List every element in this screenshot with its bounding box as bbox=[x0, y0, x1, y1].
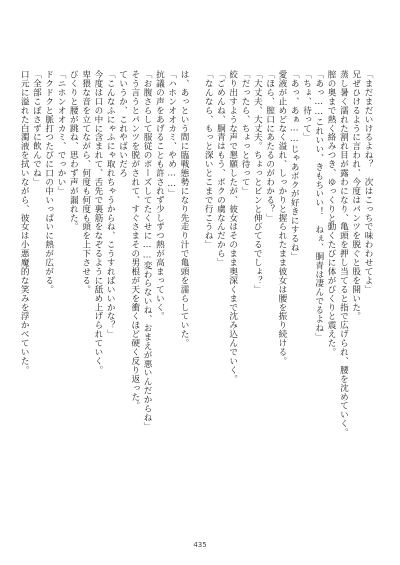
paragraph: 「ハホンオオカミ、やめ……」 bbox=[166, 70, 177, 199]
paragraph: びくりと腰が跳ね、思わず声が漏れた。 bbox=[68, 70, 79, 232]
paragraph: 口元に溢れた白濁液を拭いながら、彼女は小悪魔的な笑みを浮かべていた。 bbox=[19, 70, 30, 375]
text-column-left bbox=[19, 70, 190, 515]
paragraph: 膣の奥まで熱く絡みつき、ゆっくりと動くたびに体がびくりと震えた。 bbox=[326, 70, 337, 357]
text-column-right bbox=[203, 70, 374, 515]
paragraph: 「あっ……これいい、きもちいい！ ねぇ、胴青は凄んでるよね」 bbox=[313, 70, 324, 342]
paragraph: そう言うとパンツを脱がされて、すぐさまその男根が天を衝くほど硬く反り返った。 bbox=[129, 70, 140, 411]
paragraph: 「大丈夫、大丈夫。ちょっとビンと伸びてるでしょ？」 bbox=[252, 70, 263, 294]
paragraph: ていうか、これやばいだろ bbox=[117, 70, 128, 178]
paragraph: 「こんなふにゃふにゃ取れちゃうからね、こうすればいいかな？」 bbox=[105, 70, 116, 339]
paragraph: 絞り出すような声で懇願したが、彼女はそのまま奥深くまで沈み込んでいく。 bbox=[227, 70, 238, 384]
paragraph: 今度は口の中に含まれて、舌先で裏筋をなぞるように舐め上げられていく。 bbox=[92, 70, 103, 375]
paragraph: 兄ぜひけるように言われ、今度はパンツを脱ぐと股を開いた。 bbox=[350, 70, 361, 321]
paragraph: 「なんなら、もっと深いとこまで行こうね」 bbox=[203, 70, 214, 249]
paragraph: 卑猥な音を立てながら、何度も何度も頭を上下させる。 bbox=[80, 70, 91, 294]
paragraph: 「ちょ、待って」 bbox=[301, 70, 312, 142]
paragraph: 「ニホンオオカミ、でっかい」 bbox=[56, 70, 67, 196]
paragraph: 「全部こぼさずに飲んでね」 bbox=[31, 70, 42, 187]
paragraph: 蒸し暑く濡れた割れ目が露わになり、亀頭を押し当てると指で広げられ、腰を沈めていく。 bbox=[338, 70, 349, 437]
paragraph: 「ほら、膣口にあたるのがわかる？」 bbox=[264, 70, 275, 223]
paragraph: 「だったら、ちょっと待って」 bbox=[240, 70, 251, 196]
paragraph: 愛液が止めどなく溢れ、しっかりと握られたまま彼女は腰を振り続ける。 bbox=[276, 70, 287, 366]
paragraph: 抗議の声をあげることも許されず少しずつ熱が高まっていく。 bbox=[154, 70, 165, 321]
page-number: 435 bbox=[193, 541, 207, 549]
paragraph: ドクドクと脈打つたびに口の中いっぱいに熱が広がる。 bbox=[43, 70, 54, 294]
paragraph: 「お腹さらして服従のポーズしてたくせに……変わらないね、おまえが悪いんだからね」 bbox=[142, 70, 153, 431]
paragraph: 「あっ、あぁ……じゃあボクが好きにするね」 bbox=[289, 70, 300, 261]
paragraph: 「ごめんね、胴青はもう、ボクの虜なんだから」 bbox=[215, 70, 226, 267]
paragraph: は、あっという間に臨戦態勢になり先走り汁で亀頭を濡らしていた。 bbox=[179, 70, 189, 348]
paragraph: 「まだまだいけるよね？ 次はこっちで味わわせてよ」 bbox=[363, 70, 373, 294]
